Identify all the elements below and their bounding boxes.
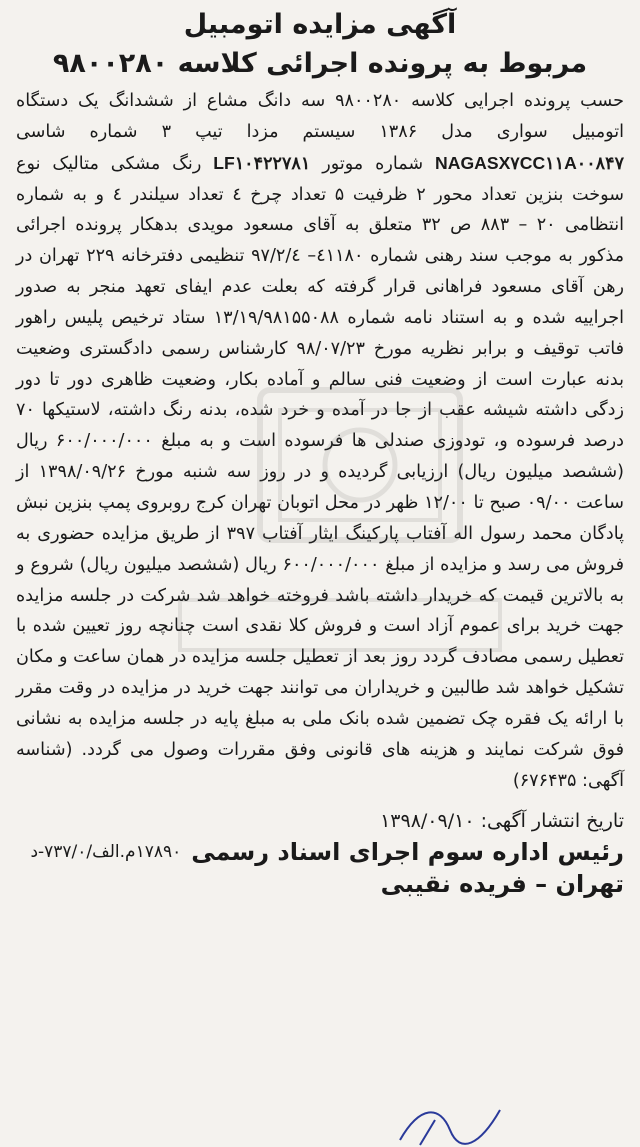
signature-row — [16, 836, 624, 868]
publication-date: تاریخ انتشار آگهی: ۱۳۹۸/۰۹/۱۰ — [380, 810, 624, 833]
signer-name: تهران – فریده نقیبی — [380, 870, 624, 899]
notice-title: آگهی مزایده اتومبیل — [183, 9, 457, 40]
chassis-number: NAGASX۷CC۱۱A۰۰۸۴۷ — [435, 152, 625, 173]
engine-number: LF۱۰۴۲۲۷۸۱ — [213, 152, 311, 173]
reference-code: ۱۷۸۹۰م.الف/۷۳۷/۰-د — [30, 842, 182, 863]
signer-title: رئیس اداره سوم اجرای اسناد رسمی — [191, 838, 624, 867]
body-part-3: رنگ مشکی متالیک نوع سوخت بنزین تعداد محور ۲ ظرفیت ۵ تعداد چرخ ٤ تعداد سیلندر ٤ و به شماره انتظامی ۲۰ – ۸۸۳ ص ۳۲ متعلق به آقای مسعود مویدی بدهکار پرونده اجرائی مذکور به موجب سند رهنی شماره ٤۱۱۸۰– ۹۷/۲/٤ تنظیمی دفترخانه ۲۲۹ تهران در رهن آقای مسعود فراهانی قرار گرفته که بعلت عدم ایفای تعهد منجر به صدور اجراییه شده و به استناد نامه شماره ۱۳/۱۹/۹۸۱۵۵۰۸۸ ستاد ترخیص پلیس راهور فاتب توقیف و برابر نظریه مورخ ۹۸/۰۷/۲۳ کارشناس رسمی دادگستری وضعیت بدنه عبارت است از وضعیت فنی سالم و آماده بکار، وضعیت ظاهری دور تا دور زدگی داشته شیشه عقب از جا در آمده و خرد شده، بدنه رنگ داشته، لاستیکها ۷۰ درصد فرسوده و، تودوزی صندلی ها فرسوده است و به مبلغ ۶۰۰/۰۰۰/۰۰۰ ریال (ششصد میلیون ریال) ارزیابی گردیده و در روز سه شنبه مورخ ۱۳۹۸/۰۹/۲۶ از ساعت ۰۹/۰۰ صبح تا ۱۲/۰۰ ظهر در محل اتوبان تهران کرج روبروی پمپ بنزین نبش پادگان محمد رسول اله آفتاب پارکینگ ایثار آفتاب ۳۹۷ از طریق مزایده حضوری به فروش می رسد و مزایده از مبلغ ۶۰۰/۰۰۰/۰۰۰ ریال (ششصد میلیون ریال) شروع و به بالاترین قیمت که خریدار داشته باشد فروخته خواهد شد شرکت در جلسه مزایده جهت خرید برای عموم آزاد است و فروش کلا نقدی است چنانچه روز تعیین شده با تعطیل رسمی مصادف گردد روز بعد از تعطیل جلسه مزایده در همان ساعت و مکان تشکیل خواهد شد طالبین و خریداران می توانند جهت خرید در مزایده در وقت مقرر با ارائه یک فقره چک تضمین شده بانک ملی به مبلغ پایه در جلسه مزایده به نشانی فوق شرکت نمایند و هزینه های قانونی وفق مقررات وصول می گردد. (شناسه آگهی: ۶۷۶۴۳۵) — [16, 153, 625, 791]
notice-subtitle: مربوط به پرونده اجرائی کلاسه ۹۸۰۰۲۸۰ — [52, 48, 588, 79]
body-part-2: شماره موتور — [322, 153, 424, 174]
body-part-1: حسب پرونده اجرایی کلاسه ۹۸۰۰۲۸۰ سه دانگ مشاع از ششدانگ یک دستگاه اتومبیل سواری مدل ۱۳۸۶ سیستم مزدا تیپ ۳ شماره شاسی — [16, 91, 625, 142]
notice-body — [16, 86, 624, 796]
handwritten-mark — [380, 1100, 520, 1147]
